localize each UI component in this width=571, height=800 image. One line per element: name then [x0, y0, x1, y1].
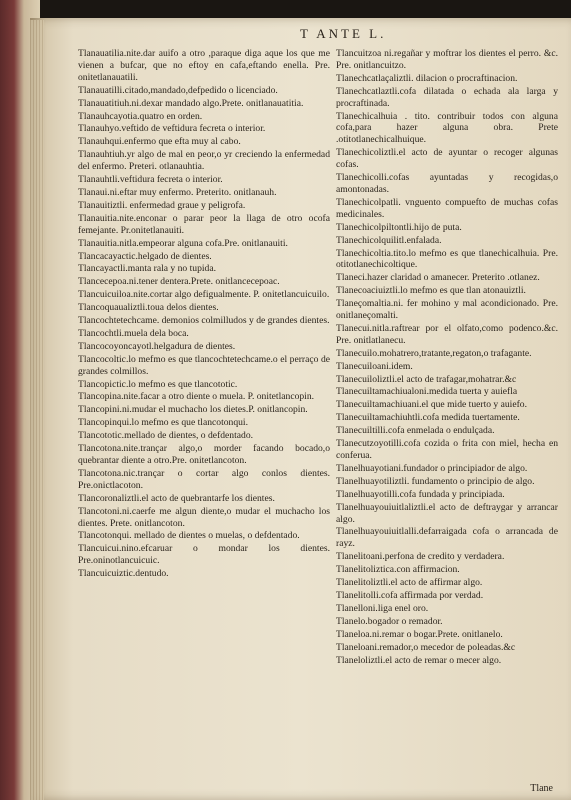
- dictionary-entry: Tlanauitia.nite.enconar o parar peor la llaga de otro ocofa femejante. Pr.onitetlanauiti.: [78, 212, 330, 236]
- dictionary-entry: Tlancuitzoa ni.regañar y moftrar los dientes el perro. &c. Pre. onitlancuitzo.: [336, 48, 558, 71]
- dictionary-entry: Tlanecuiloani.idem.: [336, 360, 413, 372]
- dictionary-entry: Tlaneloa.ni.remar o bogar.Prete. onitlanelo.: [336, 628, 503, 640]
- dictionary-entry: Tlancotona.nite.trançar algo,o morder facando bocado,o quebrantar diente a otro.Pre. onitetlancoton.: [78, 443, 330, 466]
- dictionary-entry: Tlanauhtli.veftidura fecreta o interior.: [78, 174, 223, 186]
- dictionary-entry: Tlanelhuayouiuitlaliztli.el acto de deftraygar y arrancar algo.: [336, 501, 558, 525]
- dictionary-entry: Tlanauatilia.nite.dar auifo a otro ,paraque diga aque los que me vienen a bufcar, que no eftoy en cafa,eftando enella. Pre. onitetlanauatili.: [78, 48, 330, 83]
- dictionary-entry: Tlanauhtiuh.yr algo de mal en peor,o yr creciendo la enfermedad del enfermo. Preteri. otlanauhtia.: [78, 149, 330, 173]
- dictionary-entry: Tlanauitia.nitla.empeorar alguna cofa.Pre. onitlanauiti.: [78, 237, 288, 249]
- dictionary-entry: Tlanaui.ni.eftar muy enfermo. Preterito. onitlanauh.: [78, 186, 277, 198]
- dictionary-entry: Tlaneloani.remador,o mecedor de poleadas.&c: [336, 641, 516, 653]
- dictionary-entry: Tlancoquaualiztli.toua delos dientes.: [78, 302, 219, 314]
- page-header: [0, 26, 571, 46]
- dictionary-entry: Tlaneloliztli.el acto de remar o mecer algo.: [336, 654, 502, 666]
- dictionary-entry: Tlanelloni.liga enel oro.: [336, 602, 429, 614]
- dictionary-entry: Tlancuicuiloa.nite.cortar algo defigualmente. P. onitetlancuicuilo.: [78, 289, 330, 301]
- dictionary-entry: Tlancotonqui. mellado de dientes o muelas, o defdentado.: [78, 530, 300, 542]
- dictionary-entry: Tlanauatilli.citado,mandado,defpedido o licenciado.: [78, 84, 278, 96]
- dictionary-entry: Tlaneçomaltia.ni. fer mohino y mal acondicionado. Pre. onitlaneçomalti.: [336, 298, 558, 322]
- dictionary-entry: Tlancopictic.lo mefmo es que tlancototic.: [78, 378, 238, 390]
- dictionary-entry: Tlanechicalhuia . tito. contribuir todos con alguna cofa,para hazer alguna obra. Prete .otitotlanechicalhuique.: [336, 110, 558, 146]
- dictionary-entry: Tlancochtli.muela dela boca.: [78, 327, 189, 339]
- dictionary-entry: Tlanecuiltamachiuani.el que mide tuerto y auiefo.: [336, 399, 527, 411]
- dictionary-entry: Tlanecuiloliztli.el acto de trafagar,mohatrar.&c: [336, 373, 517, 385]
- dictionary-entry: Tlanecuiltilli.cofa enmelada o endulçada.: [336, 425, 495, 437]
- dictionary-entry: Tlancuicuiztic.dentudo.: [78, 568, 169, 580]
- dictionary-entry: Tlanechcatlaçaliztli. dilacion o procraftinacion.: [336, 72, 518, 84]
- dictionary-entry: Tlancopinqui.lo mefmo es que tlancotonqui.: [78, 417, 248, 429]
- dictionary-entry: Tlanelhuayouiuitlalli.defarraigada cofa o arrancada de rayz.: [336, 526, 558, 550]
- dictionary-entry: Tlancototic.mellado de dientes, o defdentado.: [78, 430, 254, 442]
- running-title: T ANTE L.: [300, 26, 387, 41]
- dictionary-entry: Tlancocoyoncayotl.helgadura de dientes.: [78, 340, 236, 352]
- left-column: [78, 48, 330, 581]
- dictionary-entry: Tlanauhcayotia.quatro en orden.: [78, 110, 203, 122]
- dictionary-entry: Tlancopina.nite.facar a otro diente o muela. P. onitetlancopin.: [78, 391, 315, 403]
- dictionary-entry: Tlanecuiltamachiuhtli.cofa medida tuertamente.: [336, 412, 520, 424]
- dictionary-entry: Tlanelitoliztli.el acto de affirmar algo.: [336, 577, 483, 589]
- dictionary-entry: Tlanechicolquilitl.enfalada.: [336, 234, 442, 246]
- dictionary-entry: Tlanechcatlaztli.cofa dilatada o echada ala larga y procraftinada.: [336, 85, 558, 109]
- dictionary-entry: Tlanelo.bogador o remador.: [336, 615, 443, 627]
- dictionary-entry: Tlanelitolli.cofa affirmada por verdad.: [336, 589, 484, 601]
- dictionary-entry: Tlancecepoa.ni.tener dentera.Prete. onitlancecepoac.: [78, 276, 280, 288]
- page-stack-edges: [30, 20, 44, 800]
- dictionary-entry: Tlanecoaciuiztli.lo mefmo es que tlan atonauiztli.: [336, 285, 526, 297]
- dictionary-entry: Tlanechicoltia.tito.lo mefmo es que tlanechicalhuia. Pre. otitotlanechicoltique.: [336, 247, 558, 271]
- dictionary-entry: Tlanelitoani.perfona de credito y verdadera.: [336, 551, 505, 563]
- catchword: Tlane: [530, 783, 553, 794]
- dictionary-entry: Tlanechicolli.cofas ayuntadas y recogidas,o amontonadas.: [336, 172, 558, 195]
- right-column: [336, 48, 558, 667]
- dictionary-entry: Tlanecuilo.mohatrero,tratante,regaton,o trafagante.: [336, 347, 532, 359]
- dictionary-entry: Tlancopini.ni.mudar el muchacho los dietes.P. onitlancopin.: [78, 404, 308, 416]
- dictionary-entry: Tlanechicoliztli.el acto de ayuntar o recoger algunas cofas.: [336, 147, 558, 171]
- dictionary-entry: Tlanechicolpiltontli.hijo de puta.: [336, 221, 462, 233]
- dictionary-entry: Tlancotoni.ni.caerfe me algun diente,o mudar el muchacho los dientes. Prete. onitlancoton.: [78, 505, 330, 529]
- dictionary-entry: Tlanauhyo.veftido de veftidura fecreta o interior.: [78, 123, 266, 135]
- dictionary-entry: Tlanelhuayotiliztli. fundamento o principio de algo.: [336, 475, 535, 487]
- dictionary-entry: Tlancacayactic.helgado de dientes.: [78, 250, 212, 262]
- dictionary-entry: Tlanecutzoyotilli.cofa cozida o frita con miel, hecha en conferua.: [336, 438, 558, 461]
- dictionary-entry: Tlanecuiltamachiualoni.medida tuerta y auiefla: [336, 386, 518, 398]
- dictionary-entry: Tlaneci.hazer claridad o amanecer. Preterito .otlanez.: [336, 272, 540, 284]
- dictionary-entry: Tlanechicolpatli. vnguento compuefto de muchas cofas medicinales.: [336, 196, 558, 220]
- dictionary-entry: Tlancocoltic.lo mefmo es que tlancochtetechcame.o el perraço de grandes colmillos.: [78, 353, 330, 377]
- dictionary-entry: Tlanauitiztli. enfermedad graue y peligrofa.: [78, 199, 246, 211]
- dictionary-entry: Tlanelitoliztica.con affirmacion.: [336, 564, 460, 576]
- dictionary-entry: Tlanelhuayotiani.fundador o principiador de algo.: [336, 462, 528, 474]
- dictionary-entry: Tlanecui.nitla.raftrear por el olfato,como podenco.&c. Pre. onitlatlanecu.: [336, 322, 558, 346]
- dictionary-entry: Tlancayactli.manta rala y no tupida.: [78, 263, 216, 275]
- dictionary-entry: Tlanauatitiuh.ni.dexar mandado algo.Prete. onitlanauatitia.: [78, 97, 304, 109]
- dictionary-entry: Tlancochtetechcame. demonios colmilludos y de grandes dientes.: [78, 315, 330, 327]
- dictionary-entry: Tlanelhuayotilli.cofa fundada y principiada.: [336, 488, 505, 500]
- dictionary-entry: Tlanauhqui.enfermo que efta muy al cabo.: [78, 136, 241, 148]
- dictionary-entry: Tlancoronaliztli.el acto de quebrantarfe los dientes.: [78, 492, 275, 504]
- dictionary-entry: Tlancuicui.nino.efcaruar o mondar los dientes. Pre.oninotlancuicuic.: [78, 543, 330, 567]
- dictionary-entry: Tlancotona.nic.trançar o cortar algo conlos dientes. Pre.onictlacoton.: [78, 467, 330, 491]
